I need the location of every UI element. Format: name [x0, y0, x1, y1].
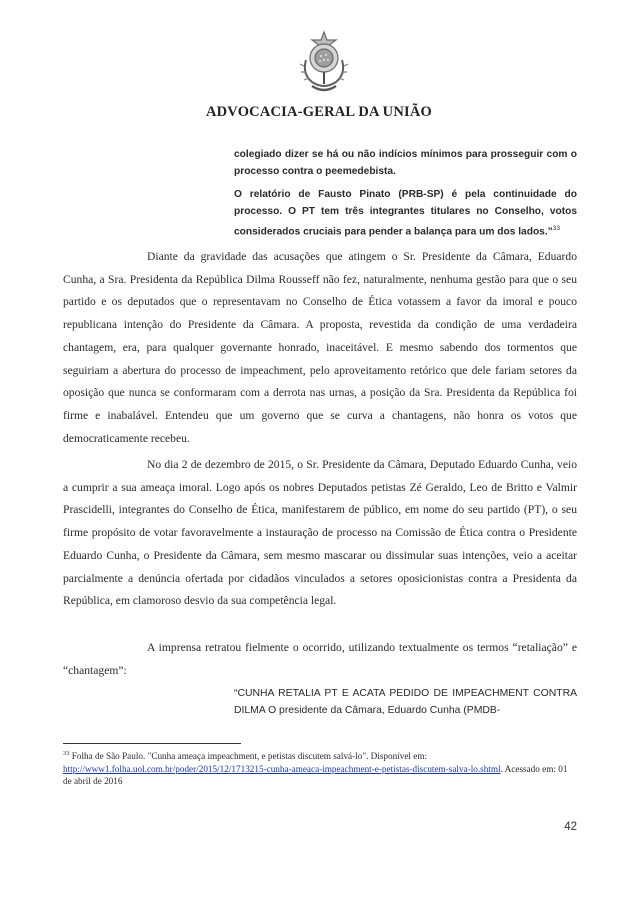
body-paragraph: No dia 2 de dezembro de 2015, o Sr. Presidente da Câmara, Deputado Eduardo Cunha, veio a cumprir a sua ameaça imoral. Logo após os nobres Deputados petistas Zé Geraldo, Leo de Britto e Valmir Prascidelli, integrantes do Conselho de Ética, manifestarem de público, em nome do seu partido (PT), o seu firme propósito de votar favoravelmente a instauração de processo na Comissão de Ética contra o Presidente Eduardo Cunha, o Presidente da Câmara, sem mesmo mascarar ou dissimular suas intenções, veio a aceitar parcialmente a denúncia ofertada por cidadãos vinculados a setores oposicionistas contra a Presidenta da República, em clamoroso desvio da sua competência legal. — [63, 458, 577, 608]
footnote-link[interactable]: http://www1.folha.uol.com.br/poder/2015/12/1713215-cunha-ameaca-impeachment-e-petistas-discutem-salva-lo.shtml — [63, 763, 501, 774]
body-paragraph: A imprensa retratou fielmente o ocorrido, utilizando textualmente os termos “retaliação” e “chantagem”: — [63, 641, 577, 677]
footnote-text: Folha de São Paulo. "Cunha ameaça impeachment, e petistas discutem salvá-lo". Disponível em: — [71, 751, 428, 762]
footnote-reference: 33 — [552, 225, 560, 232]
brazil-coat-of-arms-icon — [298, 30, 350, 96]
page-number: 42 — [564, 821, 577, 833]
footnote — [63, 748, 577, 788]
footnote-access-date: . Acessado em: 01 de abril de 2016 — [63, 763, 568, 787]
page-header-title: ADVOCACIA-GERAL DA UNIÃO — [205, 104, 433, 120]
footnote-number: 33 — [63, 750, 70, 757]
quote-paragraph: colegiado dizer se há ou não indícios mínimos para prosseguir com o processo contra o peemedebista. — [234, 149, 577, 177]
quote-paragraph: O relatório de Fausto Pinato (PRB-SP) é pela continuidade do processo. O PT tem três integrantes titulares no Conselho, votos considerados cruciais para pender a balança para um dos lados.”$^{33}$ — [234, 189, 577, 238]
block-quote-bottom: “CUNHA RETALIA PT E ACATA PEDIDO DE IMPEACHMENT CONTRA DILMA O presidente da Câmara, Eduardo Cunha (PMDB- — [234, 688, 577, 716]
footnote-divider — [63, 743, 241, 744]
body-paragraph: Diante da gravidade das acusações que atingem o Sr. Presidente da Câmara, Eduardo Cunha, a Sra. Presidenta da República Dilma Rousseff não fez, naturalmente, nenhuma gestão para que o seu partido e os deputados que o representavam no Conselho de Ética votassem a favor da imoral e pouco republicana intenção do Presidente da Câmara. A proposta, revestida da condição de uma verdadeira chantagem, era, para qualquer governante honrado, inaceitável. E mesmo sabendo dos tormentos que seguiriam a abertura do processo de impeachment, pelo aproveitamento retórico que dele fariam setores da oposição que nunca se conformaram com a derrota nas urnas, a posição da Sra. Presidenta da República foi firme e inabalável. Entendeu que um governo que se curva a chantagens, não honra os votos que democraticamente recebeu. — [63, 250, 577, 445]
block-quote-top — [234, 146, 577, 246]
